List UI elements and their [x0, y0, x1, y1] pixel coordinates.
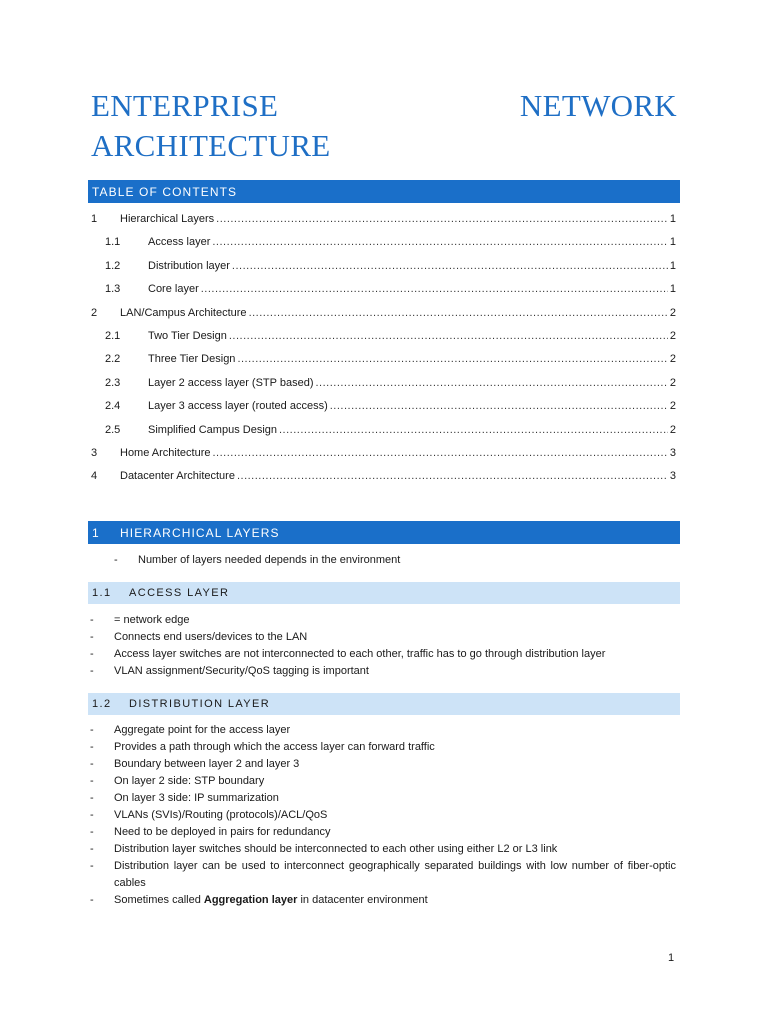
bullet-dash: - [90, 614, 94, 626]
toc-entry[interactable] [91, 395, 676, 418]
section-heading-access-layer [88, 582, 680, 604]
toc-entry-number: 3 [91, 446, 98, 459]
toc-entry-number: 2.1 [105, 329, 121, 342]
distribution-layer-bullet-list [90, 722, 676, 909]
bullet-dash: - [90, 648, 94, 660]
toc-entry-title: Access layer [148, 236, 211, 249]
section-number: 1 [92, 525, 100, 540]
bullet-text: On layer 3 side: IP summarization [114, 792, 279, 804]
toc-entry[interactable] [91, 255, 676, 278]
list-item [90, 824, 676, 841]
document-title [91, 86, 677, 166]
bullet-text: Distribution layer switches should be interconnected to each other using either L2 or L3 link [114, 843, 558, 855]
bullet-text: VLAN assignment/Security/QoS tagging is important [114, 665, 369, 677]
toc-entry[interactable] [91, 442, 676, 465]
toc-entry-page: 2 [669, 353, 676, 366]
bullet-text: Provides a path through which the access layer can forward traffic [114, 741, 435, 753]
bold-term-aggregation-layer: Aggregation layer [203, 894, 298, 906]
list-item [90, 629, 676, 646]
bullet-dash: - [90, 741, 94, 753]
hierarchical-bullet-list [114, 552, 674, 569]
page-number: 1 [668, 952, 675, 964]
list-item [114, 552, 674, 569]
bullet-text: On layer 2 side: STP boundary [114, 775, 265, 787]
table-of-contents [91, 208, 676, 489]
toc-entry-number: 1.3 [105, 283, 121, 296]
bullet-dash: - [90, 758, 94, 770]
toc-dot-leader [237, 348, 667, 371]
title-word-network: NETWORK [519, 88, 677, 123]
toc-entry-page: 2 [669, 329, 676, 342]
toc-entry-title: Layer 3 access layer (routed access) [148, 400, 328, 413]
toc-entry-title: Simplified Campus Design [148, 423, 277, 436]
bullet-text [114, 892, 676, 909]
list-item [90, 612, 676, 629]
bullet-text: Need to be deployed in pairs for redundancy [114, 826, 331, 838]
toc-entry-number: 4 [91, 470, 98, 483]
toc-entry[interactable] [91, 348, 676, 371]
bullet-text: Boundary between layer 2 and layer 3 [114, 758, 300, 770]
list-item [90, 722, 676, 739]
bullet-dash: - [90, 665, 94, 677]
toc-entry[interactable] [91, 278, 676, 301]
bullet-dash: - [90, 775, 94, 787]
bullet-text: VLANs (SVIs)/Routing (protocols)/ACL/QoS [114, 809, 328, 821]
toc-heading-text: TABLE OF CONTENTS [92, 184, 238, 199]
toc-entry-page: 2 [669, 306, 676, 319]
title-word-architecture: ARCHITECTURE [91, 128, 331, 163]
bullet-dash: - [90, 792, 94, 804]
bullet-text: Distribution layer can be used to interconnect geographically separated buildings with low number of fiber-optic cables [114, 860, 676, 889]
bullet-text: Number of layers needed depends in the environment [138, 554, 401, 566]
toc-dot-leader [249, 302, 668, 325]
bullet-text: Connects end users/devices to the LAN [114, 631, 308, 643]
bullet-dash: - [90, 631, 94, 643]
toc-entry-title: LAN/Campus Architecture [120, 306, 247, 319]
toc-entry[interactable] [91, 231, 676, 254]
list-item [90, 646, 676, 663]
toc-entry-title: Hierarchical Layers [120, 213, 215, 225]
toc-dot-leader [237, 465, 668, 488]
toc-entry-number: 2.5 [105, 423, 121, 436]
toc-entry-page: 3 [669, 446, 676, 459]
list-item [90, 756, 676, 773]
toc-entry-page: 1 [669, 236, 676, 249]
toc-entry-page: 2 [669, 423, 676, 436]
toc-entry-title: Three Tier Design [148, 353, 236, 366]
toc-dot-leader [229, 325, 668, 348]
toc-entry-title: Distribution layer [148, 259, 230, 272]
bullet-text: Access layer switches are not interconnected to each other, traffic has to go through distribution layer [114, 648, 606, 660]
toc-dot-leader [216, 208, 668, 231]
toc-dot-leader [330, 395, 668, 418]
toc-entry[interactable] [91, 465, 676, 488]
bullet-text: Aggregate point for the access layer [114, 724, 291, 736]
section-title: HIERARCHICAL LAYERS [120, 525, 280, 540]
toc-dot-leader [201, 278, 668, 301]
bullet-dash: - [90, 826, 94, 838]
toc-dot-leader [232, 255, 668, 278]
toc-entry-title: Core layer [148, 283, 199, 296]
bullet-text: = network edge [114, 614, 190, 626]
list-item [90, 858, 676, 892]
toc-dot-leader [279, 419, 668, 442]
toc-entry-page: 3 [669, 470, 676, 483]
list-item [90, 841, 676, 858]
bullet-text-start: Sometimes called [114, 894, 204, 906]
toc-entry-page: 2 [669, 400, 676, 413]
toc-dot-leader [212, 231, 668, 254]
toc-entry-number: 1.2 [105, 259, 121, 272]
toc-entry-title: Two Tier Design [148, 329, 227, 342]
toc-entry[interactable] [91, 302, 676, 325]
list-item [90, 807, 676, 824]
section-number: 1.1 [92, 587, 112, 599]
toc-entry[interactable] [91, 419, 676, 442]
toc-entry-page: 1 [669, 259, 676, 272]
toc-entry-page: 1 [669, 283, 676, 296]
toc-entry-number: 2 [91, 306, 98, 319]
toc-heading [88, 180, 680, 203]
toc-entry-number: 1.1 [105, 236, 121, 249]
bullet-dash: - [90, 894, 94, 906]
section-heading-hierarchical-layers [88, 521, 680, 544]
list-item [90, 773, 676, 790]
toc-dot-leader [212, 442, 667, 465]
section-title: DISTRIBUTION LAYER [129, 698, 271, 710]
section-title: ACCESS LAYER [129, 587, 230, 599]
toc-entry-title: Home Architecture [120, 446, 211, 459]
bullet-dash: - [90, 843, 94, 855]
section-heading-distribution-layer [88, 693, 680, 715]
bullet-dash: - [114, 554, 118, 566]
toc-entry-number: 2.4 [105, 400, 121, 413]
bullet-dash: - [90, 860, 94, 872]
toc-dot-leader [315, 372, 667, 395]
toc-entry-page: 2 [669, 376, 676, 389]
bullet-dash: - [90, 724, 94, 736]
bullet-dash: - [90, 809, 94, 821]
section-number: 1.2 [92, 698, 112, 710]
toc-entry[interactable] [91, 208, 676, 231]
toc-entry-number: 2.3 [105, 376, 121, 389]
title-word-enterprise: ENTERPRISE [91, 88, 279, 123]
list-item [90, 663, 676, 680]
toc-entry-number: 1 [91, 213, 98, 225]
list-item [90, 790, 676, 807]
toc-entry-number: 2.2 [105, 353, 121, 366]
toc-entry[interactable] [91, 372, 676, 395]
access-layer-bullet-list [90, 612, 676, 680]
toc-entry[interactable] [91, 325, 676, 348]
toc-entry-title: Datacenter Architecture [120, 470, 235, 483]
list-item [90, 739, 676, 756]
toc-entry-title: Layer 2 access layer (STP based) [148, 376, 314, 389]
toc-entry-page: 1 [669, 213, 676, 225]
list-item [90, 892, 676, 909]
bullet-text-end: in datacenter environment [297, 894, 428, 906]
